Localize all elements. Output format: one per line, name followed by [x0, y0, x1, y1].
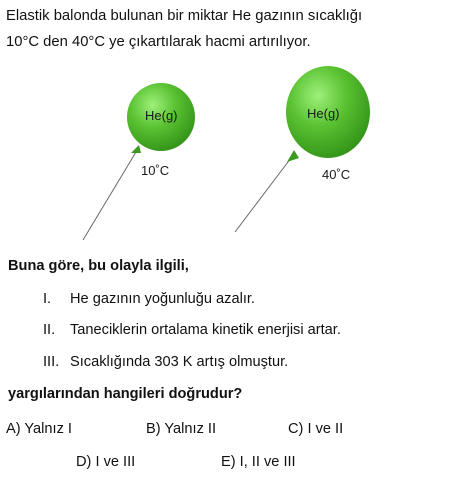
intro-line-1: Elastik balonda bulunan bir miktar He gazının sıcaklığı	[6, 8, 363, 24]
balloon-large-label: He(g)	[307, 106, 340, 121]
balloon-figure	[0, 55, 458, 245]
statement-1-number: I.	[43, 291, 52, 307]
statement-3-text: Sıcaklığında 303 K artış olmuştur.	[70, 354, 289, 370]
statement-3-number: III.	[43, 354, 60, 370]
option-e[interactable]: E) I, II ve III	[221, 454, 296, 470]
balloon-large-temperature: 40˚C	[322, 167, 351, 182]
statement-1-text: He gazının yoğunluğu azalır.	[70, 291, 255, 307]
statement-1	[43, 291, 255, 307]
question-lead: Buna göre, bu olayla ilgili,	[8, 258, 189, 274]
statement-2-text: Taneciklerin ortalama kinetik enerjisi artar.	[70, 322, 341, 338]
question-ask: yargılarından hangileri doğrudur?	[8, 386, 243, 402]
balloon-small-knot	[131, 145, 141, 153]
statement-2	[43, 322, 341, 338]
balloon-small-temperature: 10˚C	[141, 163, 170, 178]
option-a[interactable]: A) Yalnız I	[6, 421, 72, 437]
statement-2-number: II.	[43, 322, 56, 338]
balloon-small-string	[83, 152, 136, 240]
option-b[interactable]: B) Yalnız II	[146, 421, 217, 437]
statement-3	[43, 354, 288, 370]
balloon-small-label: He(g)	[145, 108, 178, 123]
balloon-large-string	[235, 158, 291, 232]
intro-line-2: 10°C den 40°C ye çıkartılarak hacmi artırılıyor.	[6, 34, 311, 50]
option-c[interactable]: C) I ve II	[288, 421, 344, 437]
question-intro	[6, 3, 456, 55]
balloon-large	[235, 66, 370, 232]
balloon-small	[83, 83, 195, 240]
option-d[interactable]: D) I ve III	[76, 454, 136, 470]
balloon-large-knot	[287, 150, 299, 162]
